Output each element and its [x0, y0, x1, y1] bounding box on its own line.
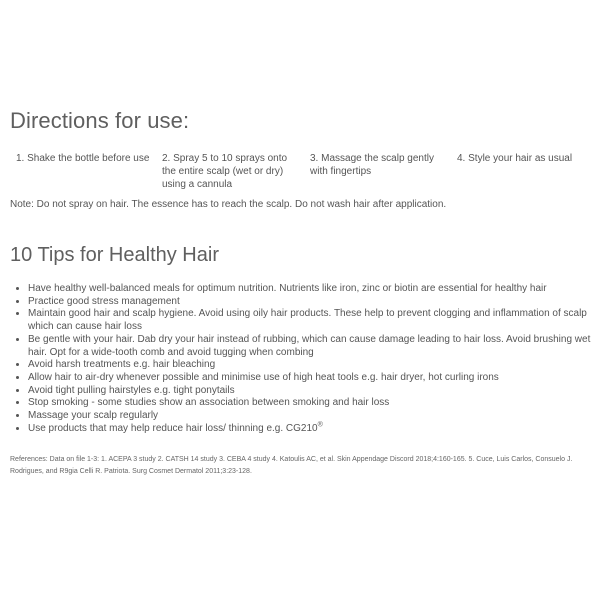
- directions-heading: Directions for use:: [10, 108, 190, 133]
- direction-step-3: [310, 152, 450, 178]
- tip-item: • Massage your scalp regularly: [28, 410, 600, 423]
- direction-step-2: [162, 152, 292, 191]
- step-number: 3.: [310, 153, 319, 164]
- step-text: Spray 5 to 10 sprays onto the entire scalp (wet or dry) using a cannula: [162, 153, 288, 190]
- tips-heading: 10 Tips for Healthy Hair: [10, 244, 219, 266]
- tip-item-text: Use products that may help reduce hair loss/ thinning e.g. CG210: [28, 422, 318, 434]
- step-number: 1.: [16, 153, 25, 164]
- tip-item: • Stop smoking - some studies show an association between smoking and hair loss: [28, 397, 600, 410]
- step-text: Style your hair as usual: [468, 153, 573, 164]
- step-text: Shake the bottle before use: [27, 153, 150, 164]
- step-number: 2.: [162, 153, 171, 164]
- references-text: References: Data on file 1-3: 1. ACEPA 3 study 2. CATSH 14 study 3. CEBA 4 study 4. Katoulis AC, et al. Skin Appendage Discord 2018;4:160-165. 5. Cuce, Luis Carlos, Consuelo J. Rodrigues, and R9gia Celli R. Patriota. Surg Cosmet Dermatol 2011;3:23-128.: [10, 456, 573, 475]
- tip-item: • Allow hair to air-dry whenever possible and minimise use of high heat tools e.g. hair dryer, hot curling irons: [28, 372, 600, 385]
- direction-step-4: [457, 152, 587, 165]
- tip-item: • Practice good stress management: [28, 296, 600, 309]
- tip-item-last: [28, 423, 600, 436]
- step-number: 4.: [457, 153, 466, 164]
- registered-mark: ®: [317, 421, 323, 429]
- direction-step-1: [16, 152, 156, 165]
- step-text: Massage the scalp gently with fingertips: [310, 153, 434, 177]
- tip-item: • Have healthy well-balanced meals for optimum nutrition. Nutrients like iron, zinc or biotin are essential for healthy hair: [28, 283, 600, 296]
- tip-item: • Avoid harsh treatments e.g. hair bleaching: [28, 359, 600, 372]
- directions-note: Note: Do not spray on hair. The essence has to reach the scalp. Do not wash hair after application.: [10, 199, 447, 210]
- tips-list: [14, 283, 600, 435]
- tip-item: • Maintain good hair and scalp hygiene. Avoid using oily hair products. These help to prevent clogging and inflammation of scalp which can cause hair loss: [28, 308, 600, 333]
- tip-item: • Be gentle with your hair. Dab dry your hair instead of rubbing, which can cause damage leading to hair loss. Avoid brushing wet hair. Opt for a wide-tooth comb and avoid tugging when combing: [28, 334, 600, 359]
- tip-item: • Avoid tight pulling hairstyles e.g. tight ponytails: [28, 385, 600, 398]
